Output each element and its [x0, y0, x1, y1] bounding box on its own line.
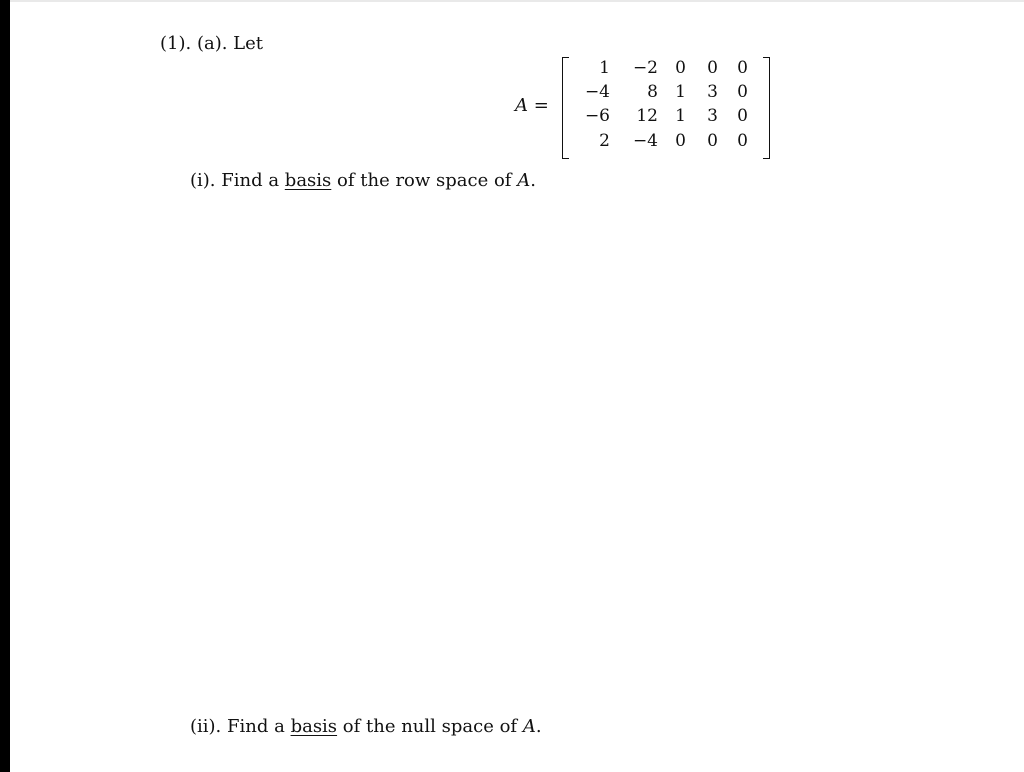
matrix-cell: 12	[636, 106, 658, 126]
top-divider	[10, 0, 1024, 2]
question-i-suffix: .	[530, 170, 536, 191]
left-edge-bar	[0, 0, 10, 772]
matrix-cell: −2	[632, 58, 658, 78]
matrix-right-bracket	[763, 57, 770, 159]
matrix-cell: −4	[632, 131, 658, 151]
question-i-middle: of the row space of	[337, 170, 512, 191]
question-ii-keyword: basis	[290, 716, 338, 737]
question-ii-suffix: .	[535, 716, 542, 737]
matrix-a	[562, 57, 770, 157]
matrix-cell: 0	[707, 58, 718, 78]
question-ii-prefix: (ii). Find a	[190, 716, 285, 737]
matrix-cell: 8	[647, 82, 658, 102]
matrix-cell: 0	[675, 58, 686, 78]
matrix-cell: −4	[584, 82, 610, 102]
question-ii	[190, 716, 542, 738]
matrix-left-bracket	[562, 57, 569, 159]
problem-heading: (1). (a). Let	[160, 33, 263, 54]
matrix-cell: 1	[675, 106, 686, 126]
question-i	[190, 170, 536, 192]
matrix-cell: 0	[737, 131, 748, 151]
matrix-cell: 0	[707, 131, 718, 151]
matrix-cell: 0	[737, 82, 748, 102]
matrix-cell: 0	[675, 131, 686, 151]
matrix-cell: 1	[599, 58, 610, 78]
question-ii-variable: A	[522, 716, 536, 737]
matrix-cell: 2	[599, 131, 610, 151]
question-i-keyword: basis	[284, 170, 332, 191]
matrix-lhs	[515, 95, 549, 117]
equals-sign: =	[533, 95, 549, 116]
question-ii-middle: of the null space of	[342, 716, 518, 737]
matrix-name: A	[515, 95, 528, 116]
matrix-cell: 3	[707, 106, 718, 126]
question-i-variable: A	[517, 170, 531, 191]
matrix-cell: 0	[737, 106, 748, 126]
question-i-prefix: (i). Find a	[190, 170, 280, 191]
matrix-cell: 0	[737, 58, 748, 78]
matrix-cell: 3	[707, 82, 718, 102]
matrix-cell: −6	[584, 106, 610, 126]
matrix-cell: 1	[675, 82, 686, 102]
